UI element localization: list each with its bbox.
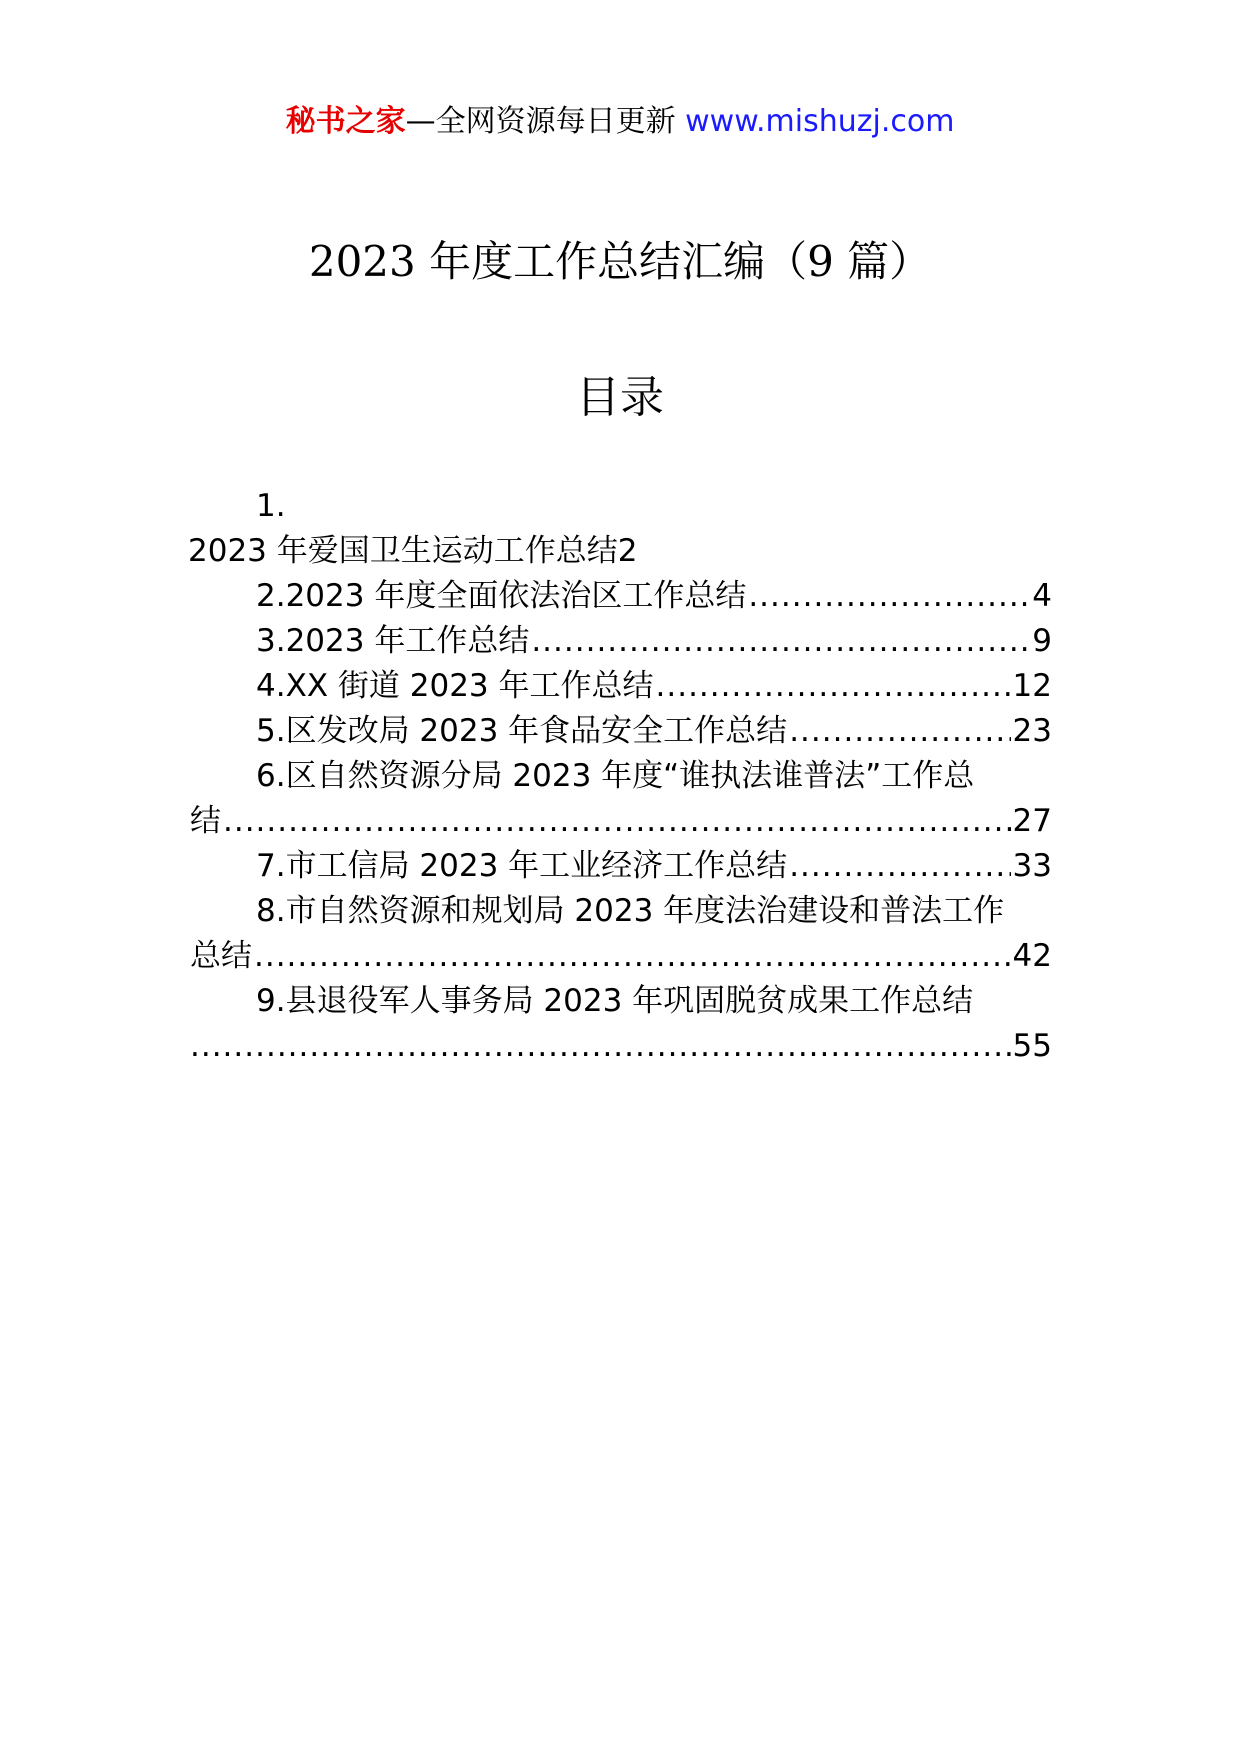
toc-heading: 目录 xyxy=(576,372,664,423)
toc-leader-dots xyxy=(223,799,1011,844)
toc-entry-page: 4 xyxy=(1032,578,1052,614)
toc-entry-page: 23 xyxy=(1012,713,1052,749)
toc-entry-title-continued: 总结 xyxy=(190,938,252,974)
toc-entry-page: 42 xyxy=(1012,938,1052,974)
toc-entry-title: 5.区发改局 2023 年食品安全工作总结 xyxy=(256,713,788,749)
brand-name: 秘书之家 xyxy=(285,104,406,139)
toc-entry-page: 2 xyxy=(617,533,638,569)
toc-entry-4[interactable] xyxy=(190,664,1052,709)
toc-entry-7[interactable] xyxy=(190,844,1052,889)
toc-entry-9-line-1[interactable] xyxy=(190,979,1052,1024)
toc-entry-title: 2.2023 年度全面依法治区工作总结 xyxy=(256,578,747,614)
toc-leader-dots xyxy=(789,844,1010,889)
table-of-contents xyxy=(190,484,1052,1069)
toc-entry-2[interactable] xyxy=(190,574,1052,619)
toc-entry-page: 9 xyxy=(1032,623,1052,659)
toc-entry-title: 8.市自然资源和规划局 2023 年度法治建设和普法工作 xyxy=(256,893,1005,929)
toc-entry-3[interactable] xyxy=(190,619,1052,664)
toc-entry-1-number[interactable] xyxy=(190,484,1052,529)
toc-leader-dots xyxy=(656,664,1011,709)
toc-entry-6-line-2[interactable] xyxy=(190,799,1052,844)
toc-entry-5[interactable] xyxy=(190,709,1052,754)
toc-entry-title-continued: 结 xyxy=(190,803,221,839)
toc-entry-title: 3.2023 年工作总结 xyxy=(256,623,530,659)
toc-leader-dots xyxy=(190,1024,1011,1069)
toc-entry-title: 7.市工信局 2023 年工业经济工作总结 xyxy=(256,848,788,884)
header-slogan: —全网资源每日更新 xyxy=(405,104,676,139)
toc-leader-dots xyxy=(254,934,1011,979)
toc-entry-1[interactable] xyxy=(188,529,1052,574)
toc-entry-page: 33 xyxy=(1012,848,1052,884)
toc-leader-dots xyxy=(748,574,1030,619)
toc-entry-title: 2023 年爱国卫生运动工作总结 xyxy=(188,533,618,569)
toc-entry-6-line-1[interactable] xyxy=(190,754,1052,799)
toc-entry-8-line-2[interactable] xyxy=(190,934,1052,979)
toc-leader-dots xyxy=(531,619,1030,664)
document-title: 2023 年度工作总结汇编（9 篇） xyxy=(308,237,932,286)
toc-entry-title: 6.区自然资源分局 2023 年度“谁执法谁普法”工作总 xyxy=(256,758,975,794)
toc-entry-page: 27 xyxy=(1012,803,1052,839)
toc-entry-title: 9.县退役军人事务局 2023 年巩固脱贫成果工作总结 xyxy=(256,983,974,1019)
site-header xyxy=(0,100,1240,144)
toc-entry-page: 55 xyxy=(1012,1028,1052,1064)
site-url-link[interactable]: www.mishuzj.com xyxy=(685,104,955,139)
toc-entry-page: 12 xyxy=(1012,668,1052,704)
toc-entry-title: 4.XX 街道 2023 年工作总结 xyxy=(256,668,654,704)
toc-entry-9-line-2[interactable] xyxy=(190,1024,1052,1069)
toc-leader-dots xyxy=(789,709,1010,754)
toc-entry-number: 1. xyxy=(256,488,286,524)
toc-entry-8-line-1[interactable] xyxy=(190,889,1052,934)
